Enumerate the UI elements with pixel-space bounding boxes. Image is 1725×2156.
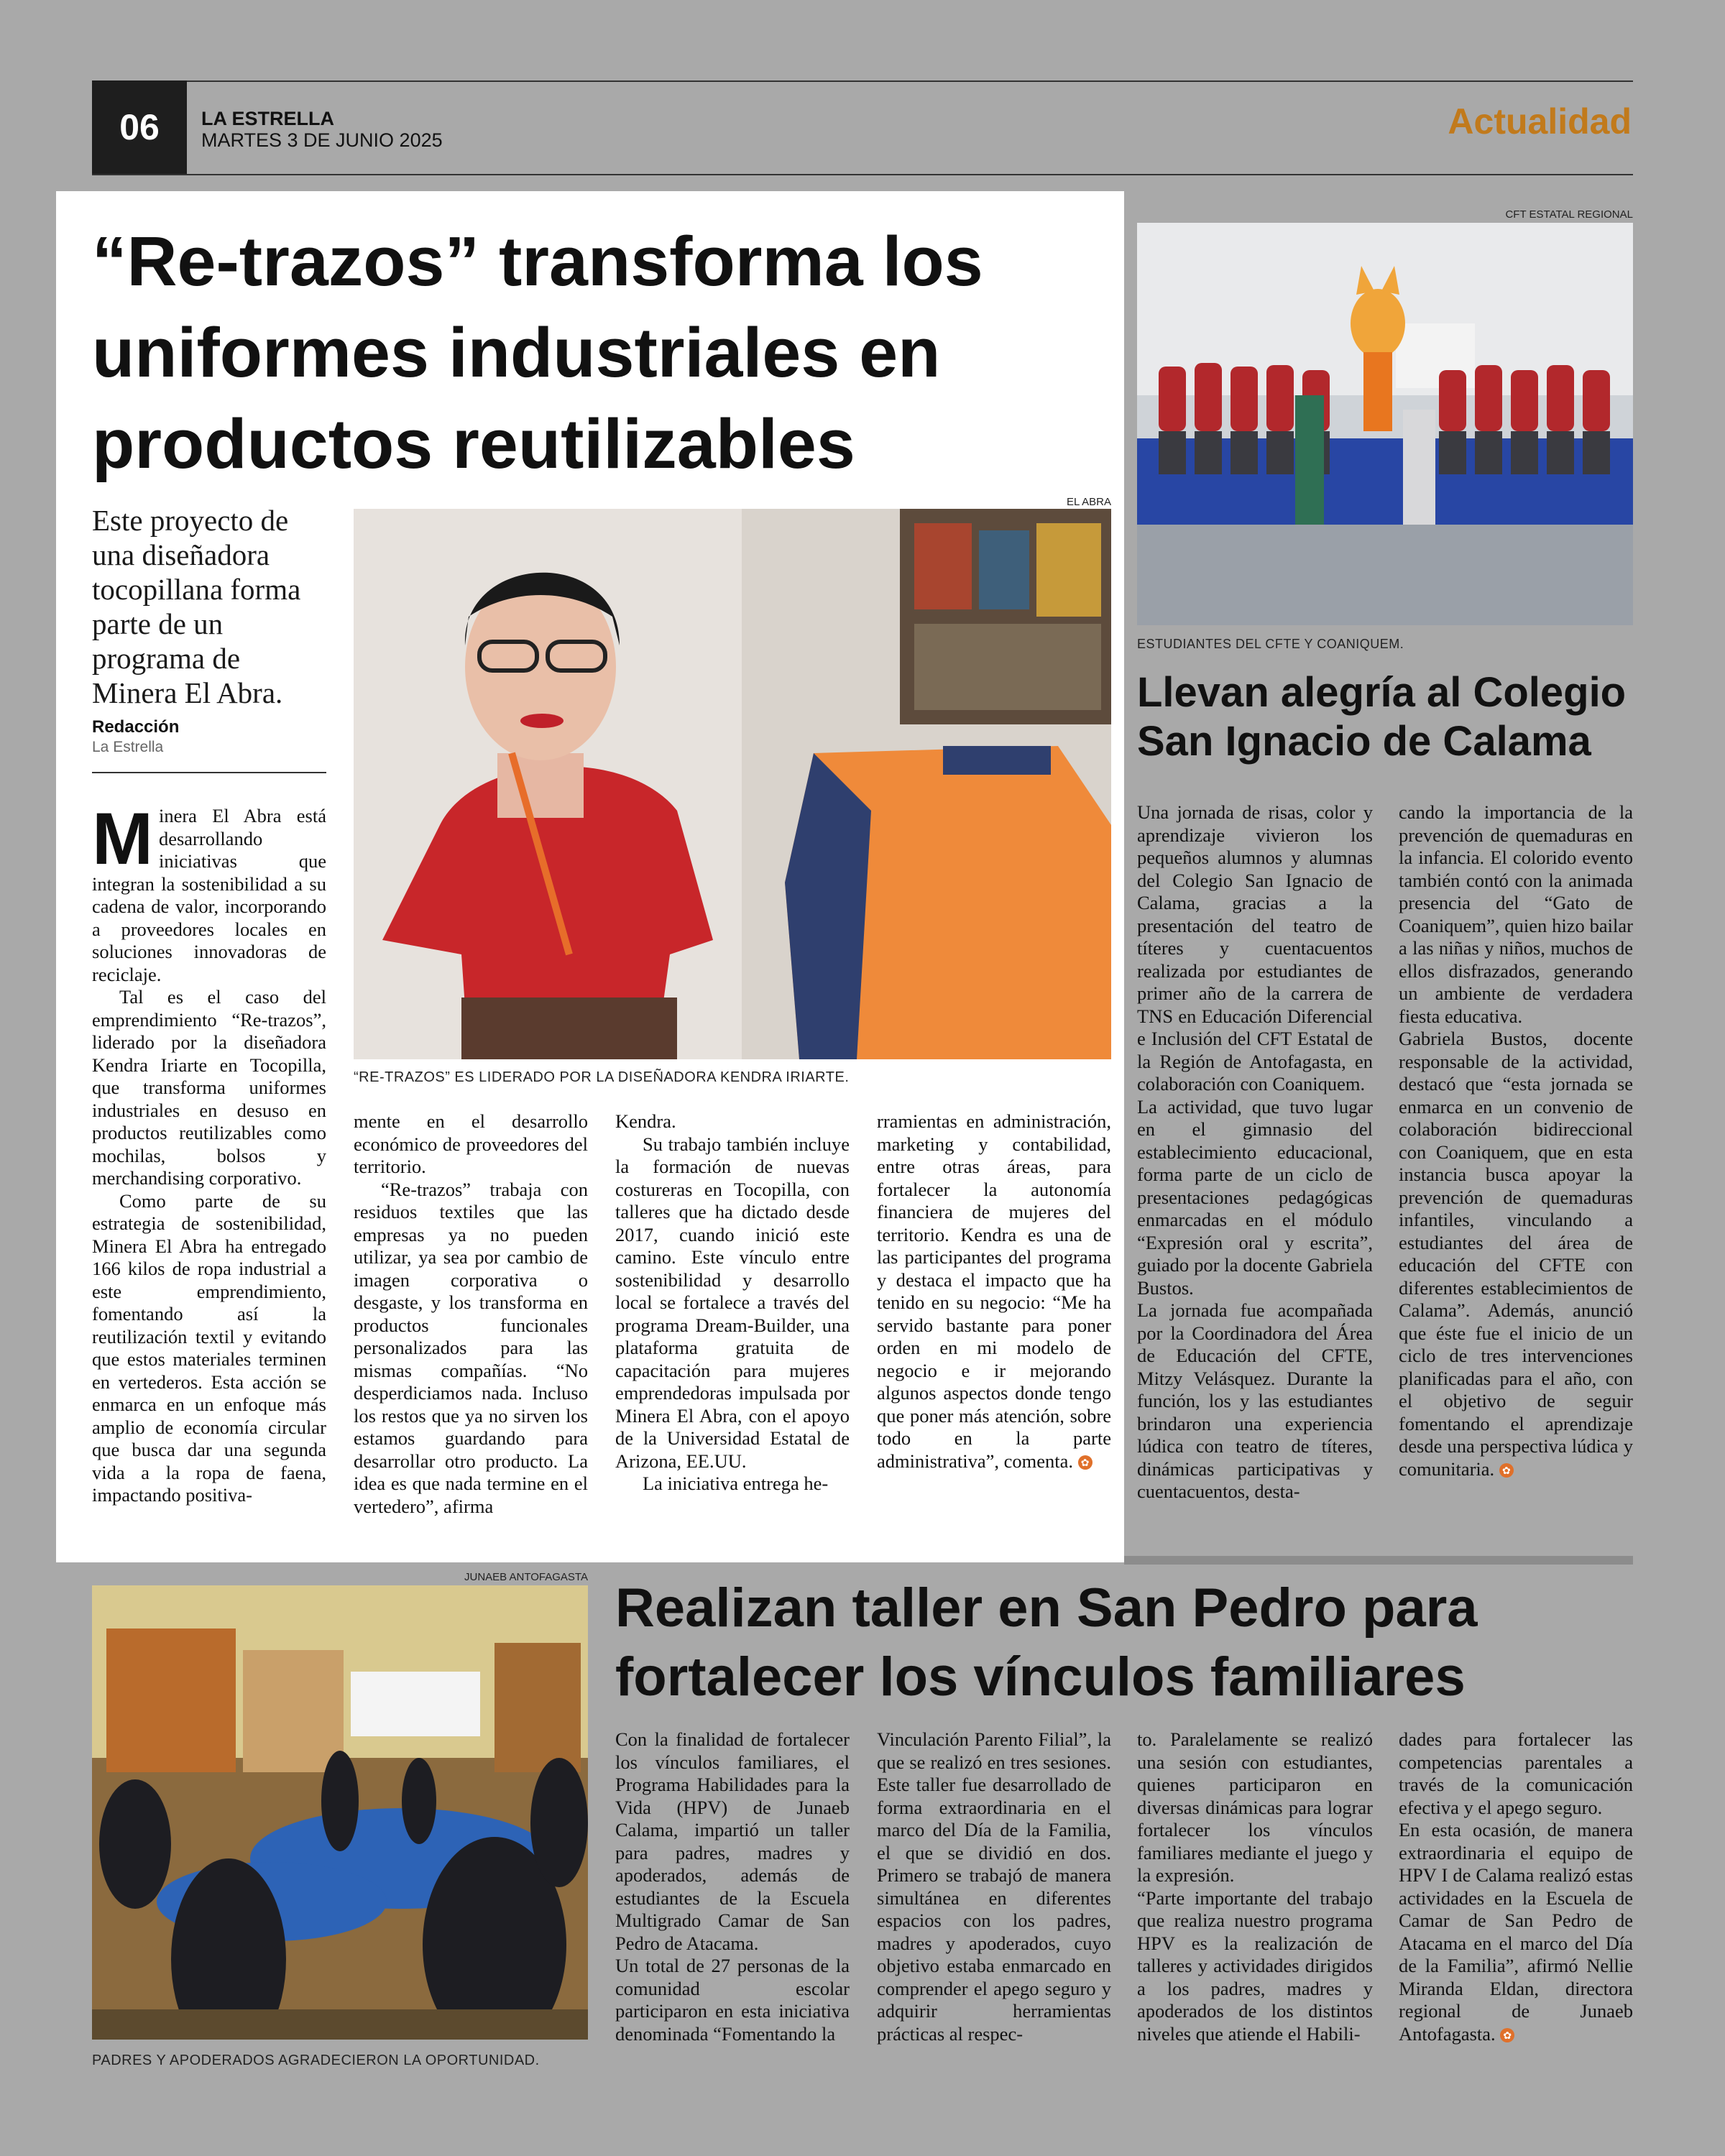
article2-photo-credit: CFT ESTATAL REGIONAL (1505, 208, 1633, 221)
article1-photo (354, 509, 1111, 1059)
article2-col1-p1: Una jornada de risas, color y aprendizaje vivieron los pequeños alumnos y alumnas del Colegio San Ignacio de Calama, gracias a la presentación del teatro de títeres y cuentacuentos realizada por estudiantes de primer año de la carrera de TNS en Educación Diferencial e Inclusión del CFT Estatal de la Región de Antofagasta, en colaboración con Coaniquem. (1137, 801, 1373, 1095)
end-of-article-icon: ✿ (1499, 1463, 1514, 1478)
article3-column-3 (1137, 1728, 1373, 2045)
section-divider (1124, 1556, 1633, 1565)
article1-byline: Redacción (92, 717, 180, 737)
end-of-article-icon: ✿ (1500, 2028, 1514, 2042)
article1-col2-p2: “Re-trazos” trabaja con residuos textiles que las empresas ya no pueden utilizar, ya sea por cambio de imagen corporativa o desgaste, y los transforma en productos funcionales personalizados para las mismas compañías. “No desperdiciamos nada. Incluso los restos que ya no sirven los estamos guardando para desarrollar otro producto. La idea es que nada termine en el vertedero”, afirma (354, 1178, 588, 1517)
article3-column-2 (877, 1728, 1111, 2045)
article1-column-3 (615, 1110, 850, 1496)
header-bottom-rule (92, 174, 1633, 175)
newspaper-name: LA ESTRELLA (201, 108, 334, 129)
article1-column-4 (877, 1110, 1111, 1473)
article2-col1-p2: La actividad, que tuvo lugar en el gimnasio del establecimiento educacional, forma parte de un ciclo de presentaciones pedagógicas enmarcadas en el módulo “Expresión oral y escrita”, guiado por la docente Gabriela Bustos. (1137, 1095, 1373, 1299)
article3-headline: Realizan taller en San Pedro para fortalecer los vínculos familiares (615, 1577, 1478, 1708)
article3-col4-p2: En esta ocasión, de manera extraordinaria el equipo de HPV I de Calama realizó estas actividades en la Escuela de Camar de San Pedro de Atacama en el marco del Día de la Familia”, afirmó Nellie Miranda Eldan, directora regional de Junaeb Antofagasta. (1399, 1819, 1633, 2045)
issue-date: MARTES 3 DE JUNIO 2025 (201, 129, 443, 151)
article2-col2-p2: Gabriela Bustos, docente responsable de la actividad, destacó que “esta jornada se enmarca en un convenio de colaboración bidireccional con Coaniquem, que en esta instancia busca apoyar la prevención de quemaduras infantiles, vinculando a estudiantes del área de educación del CFTE con diferentes establecimientos de Calama”. Además, anunció que éste fue el inicio de un ciclo de tres intervenciones planificadas para el año, con el objetivo de seguir fomentando el aprendizaje desde una perspectiva lúdica y comunitaria. (1399, 1028, 1633, 1480)
article1-photo-caption: “RE-TRAZOS” ES LIDERADO POR LA DISEÑADORA KENDRA IRIARTE. (354, 1069, 850, 1085)
end-of-article-icon: ✿ (1078, 1455, 1092, 1470)
article1-byline-source: La Estrella (92, 739, 164, 755)
article1-col2-p1: mente en el desarrollo económico de proveedores del territorio. (354, 1110, 588, 1177)
article2-column-1 (1137, 801, 1373, 1503)
article1-col1-p2: Tal es el caso del emprendimiento “Re-trazos”, liderado por la diseñadora Kendra Iriarte en Tocopilla, que transforma uniformes industriales en desuso en productos reutilizables como mochilas, bolsos y merchandising corporativo. (92, 986, 326, 1189)
article2-column-2 (1399, 801, 1633, 1480)
article1-col1-p3: Como parte de su estrategia de sostenibilidad, Minera El Abra ha entregado 166 kilos de ropa industrial a este emprendimiento, fomentando así la reutilización textil y evitando que estos materiales terminen en vertederos. Esta acción se enmarca en un enfoque más amplio de economía circular que busca dar una segunda vida a la ropa de faena, impactando positiva- (92, 1189, 326, 1506)
header-top-rule (92, 80, 1633, 82)
article1-col1-p1: inera El Abra está desarrollando iniciativas que integran la sostenibilidad a su cadena de valor, incorporando a proveedores locales en soluciones innovadoras de reciclaje. (92, 805, 326, 985)
byline-divider (92, 772, 326, 773)
article1-col4-p1: rramientas en administración, marketing y contabilidad, entre otras áreas, para fortalecer la autonomía financiera de mujeres del territorio. Kendra es una de las participantes del programa y destaca el impacto que ha tenido en su negocio: “Me ha servido bastante para poner orden en mi modelo de negocio e ir mejorando algunos aspectos donde tengo que poner más atención, sobre todo en la parte administrativa”, comenta. (877, 1110, 1111, 1472)
article3-photo (92, 1585, 588, 2040)
article2-photo-caption: ESTUDIANTES DEL CFTE Y COANIQUEM. (1137, 637, 1404, 651)
article2-col1-p3: La jornada fue acompañada por la Coordinadora del Área de Educación del CFTE, Mitzy Velásquez. Durante la función, los y las estudiantes brindaron una experiencia lúdica con teatro de títeres, dinámicas participativas y cuentacuentos, desta- (1137, 1299, 1373, 1502)
section-label: Actualidad (1448, 101, 1632, 142)
article1-photo-credit: EL ABRA (1067, 496, 1111, 508)
article3-col2-p1: Vinculación Parento Filial”, la que se realizó en tres sesiones. Este taller fue desarrollado de forma extraordinaria en el marco del Día de la Familia, el que se dividió en dos. Primero se trabajó de manera simultánea en diferentes espacios con los padres, madres y apoderados, cuyo objetivo estaba enmarcado en comprender el apego seguro y adquirir herramientas prácticas al respec- (877, 1728, 1111, 2045)
article2-col2-p1: cando la importancia de la prevención de quemaduras en la infancia. El colorido evento también contó con la animada presencia del “Gato de Coaniquem”, quien hizo bailar a las niñas y niños, muchos de ellos disfrazados, generando un ambiente de verdadera fiesta educativa. (1399, 801, 1633, 1027)
article1-column-1 (92, 798, 326, 1507)
article3-column-1 (615, 1728, 850, 2045)
article1-headline: “Re-trazos” transforma los uniformes industriales en productos reutilizables (92, 222, 983, 483)
article3-col1-p2: Un total de 27 personas de la comunidad escolar participaron en esta iniciativa denominada “Fomentando la (615, 1955, 850, 2045)
drop-cap: M (92, 798, 153, 880)
article3-photo-caption: PADRES Y APODERADOS AGRADECIERON LA OPORTUNIDAD. (92, 2053, 540, 2068)
article1-column-2 (354, 1110, 588, 1518)
article3-photo-credit: JUNAEB ANTOFAGASTA (464, 1571, 588, 1583)
article2-photo (1137, 223, 1633, 625)
article3-col1-p1: Con la finalidad de fortalecer los vínculos familiares, el Programa Habilidades para la Vida (HPV) de Junaeb Calama, impartió un taller para padres, madres y apoderados, además de estudiantes de la Escuela Multigrado Camar de San Pedro de Atacama. (615, 1728, 850, 1954)
article2-headline: Llevan alegría al Colegio San Ignacio de Calama (1137, 669, 1627, 765)
article1-col3-p1: Kendra. (615, 1110, 676, 1132)
article1-deck: Este proyecto de una diseñadora tocopillana forma parte de un programa de Minera El Abra. (92, 504, 301, 709)
page-number: 06 (92, 80, 187, 174)
article1-col3-p2: Su trabajo también incluye la formación de nuevas costureras en Tocopilla, con talleres que ha dictado desde 2017, cuando inició este camino. Este vínculo entre sostenibilidad y desarrollo local se fortalece a través del programa Dream-Builder, una plataforma gratuita de capacitación para mujeres emprendedoras impulsada por Minera El Abra, con el apoyo de la Universidad Estatal de Arizona, EE.UU. (615, 1133, 850, 1472)
article1-col3-p3: La iniciativa entrega he- (643, 1473, 829, 1494)
article3-column-4 (1399, 1728, 1633, 2045)
article3-col4-p1: dades para fortalecer las competencias parentales a través de la comunicación efectiva y el apego seguro. (1399, 1728, 1633, 1818)
article3-col3-p2: “Parte importante del trabajo que realiza nuestro programa HPV es la realización de talleres y actividades dirigidos a los padres, madres y apoderados de los distintos niveles que atiende el Habili- (1137, 1886, 1373, 2045)
article3-col3-p1: to. Paralelamente se realizó una sesión con estudiantes, quienes participaron en diversas dinámicas para lograr fortalecer los vínculos familiares mediante el juego y la expresión. (1137, 1728, 1373, 1886)
